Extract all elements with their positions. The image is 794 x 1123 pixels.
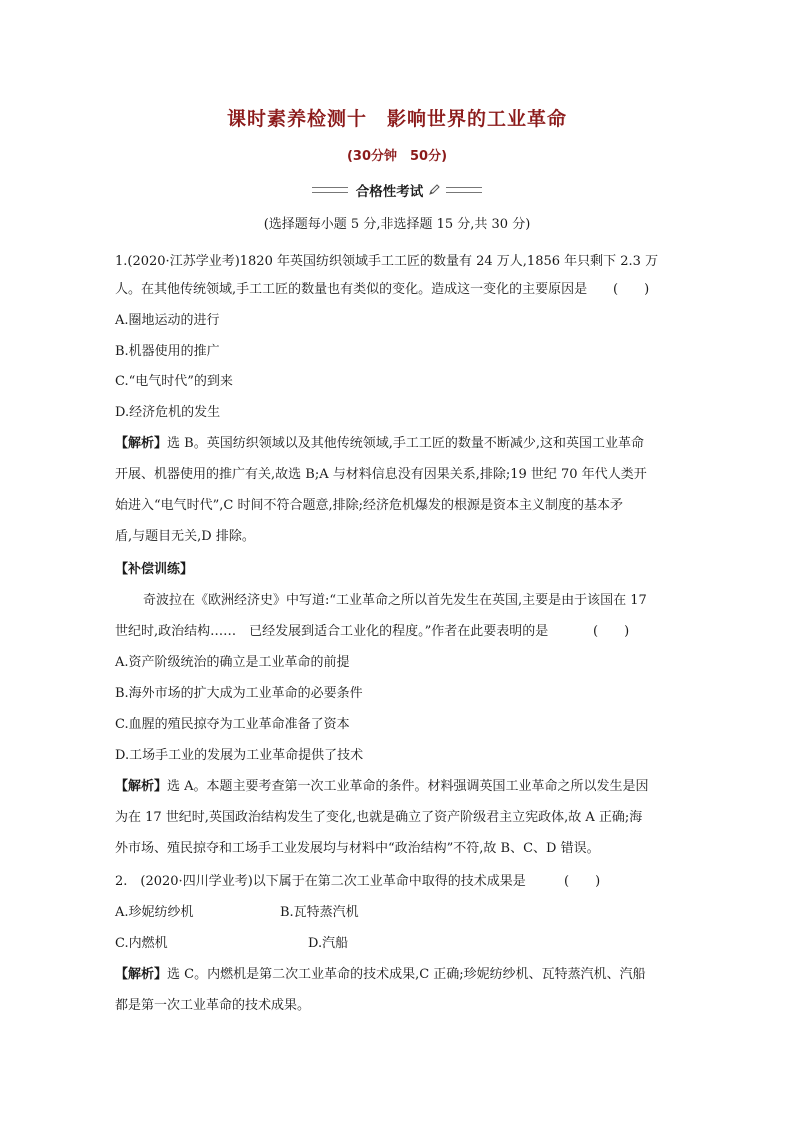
q2-option-a: A.珍妮纺纱机 [115, 905, 194, 920]
q1-option-b: B.机器使用的推广 [115, 344, 220, 359]
section-label: 合格性考试 [355, 184, 424, 200]
q2-answer-bracket: ( ) [564, 874, 601, 889]
q1-answer-bracket: ( ) [613, 282, 650, 297]
q1-analysis-line-1: 【解析】选 B。英国纺织领域以及其他传统领域,手工工匠的数量不断减少,这和英国工业革命 [115, 436, 644, 451]
time-score-subtitle: (30分钟 50分) [346, 149, 448, 164]
supplement-label: 【补偿训练】 [115, 562, 194, 577]
supplement-stem-line-1: 奇波拉在《欧洲经济史》中写道:“工业革命之所以首先发生在英国,主要是由于该国在 17 [143, 593, 647, 608]
pencil-icon [428, 184, 440, 196]
q1-analysis-line-4: 盾,与题目无关,D 排除。 [115, 529, 255, 544]
section-rule-right [446, 187, 482, 193]
supplement-option-d: D.工场手工业的发展为工业革命提供了技术 [115, 748, 364, 763]
q1-stem-line-1: 1.(2020·江苏学业考)1820 年英国纺织领域手工工匠的数量有 24 万人,1856 年只剩下 2.3 万 [115, 254, 659, 269]
supplement-analysis-line-1: 【解析】选 A。本题主要考查第一次工业革命的条件。材料强调英国工业革命之所以发生是因 [115, 779, 649, 794]
supplement-option-b: B.海外市场的扩大成为工业革命的必要条件 [115, 686, 363, 701]
q1-stem-line-2: 人。在其他传统领域,手工工匠的数量也有类似的变化。造成这一变化的主要原因是 [115, 282, 588, 297]
supplement-answer-bracket: ( ) [593, 624, 630, 639]
supplement-option-c: C.血腥的殖民掠夺为工业革命准备了资本 [115, 717, 350, 732]
supplement-analysis-line-2: 为在 17 世纪时,英国政治结构发生了变化,也就是确立了资产阶级君主立宪政体,故 A 正确;海 [115, 810, 643, 825]
q1-analysis-label: 【解析】 [115, 436, 168, 451]
q1-option-c: C.“电气时代”的到来 [115, 374, 233, 389]
q2-option-c: C.内燃机 [115, 936, 168, 951]
q1-option-a: A.圈地运动的进行 [115, 313, 220, 328]
q1-analysis-line-3: 始进入“电气时代”,C 时间不符合题意,排除;经济危机爆发的根源是资本主义制度的基本矛 [115, 498, 624, 513]
q2-stem: 2. (2020·四川学业考)以下属于在第二次工业革命中取得的技术成果是 [115, 874, 526, 889]
q2-analysis-line-2: 都是第一次工业革命的技术成果。 [115, 998, 311, 1013]
section-heading [0, 180, 794, 200]
q2-option-d: D.汽船 [308, 936, 349, 951]
q1-analysis-line-2: 开展、机器使用的推广有关,故选 B;A 与材料信息没有因果关系,排除;19 世纪 70 年代人类开 [115, 467, 647, 482]
supplement-analysis-label: 【解析】 [115, 779, 168, 794]
q2-option-b: B.瓦特蒸汽机 [280, 905, 359, 920]
page-title: 课时素养检测十 影响世界的工业革命 [226, 108, 567, 130]
q1-option-d: D.经济危机的发生 [115, 405, 221, 420]
q2-analysis-label: 【解析】 [115, 967, 168, 982]
section-rule-left [312, 187, 348, 193]
supplement-option-a: A.资产阶级统治的确立是工业革命的前提 [115, 655, 350, 670]
q2-analysis-line-1: 【解析】选 C。内燃机是第二次工业革命的技术成果,C 正确;珍妮纺纱机、瓦特蒸汽机、汽船 [115, 967, 646, 982]
supplement-analysis-line-3: 外市场、殖民掠夺和工场手工业发展均与材料中“政治结构”不符,故 B、C、D 错误。 [115, 841, 600, 856]
section-instructions: (选择题每小题 5 分,非选择题 15 分,共 30 分) [263, 217, 531, 232]
supplement-stem-line-2: 世纪时,政治结构…… 已经发展到适合工业化的程度。”作者在此要表明的是 [115, 624, 549, 639]
